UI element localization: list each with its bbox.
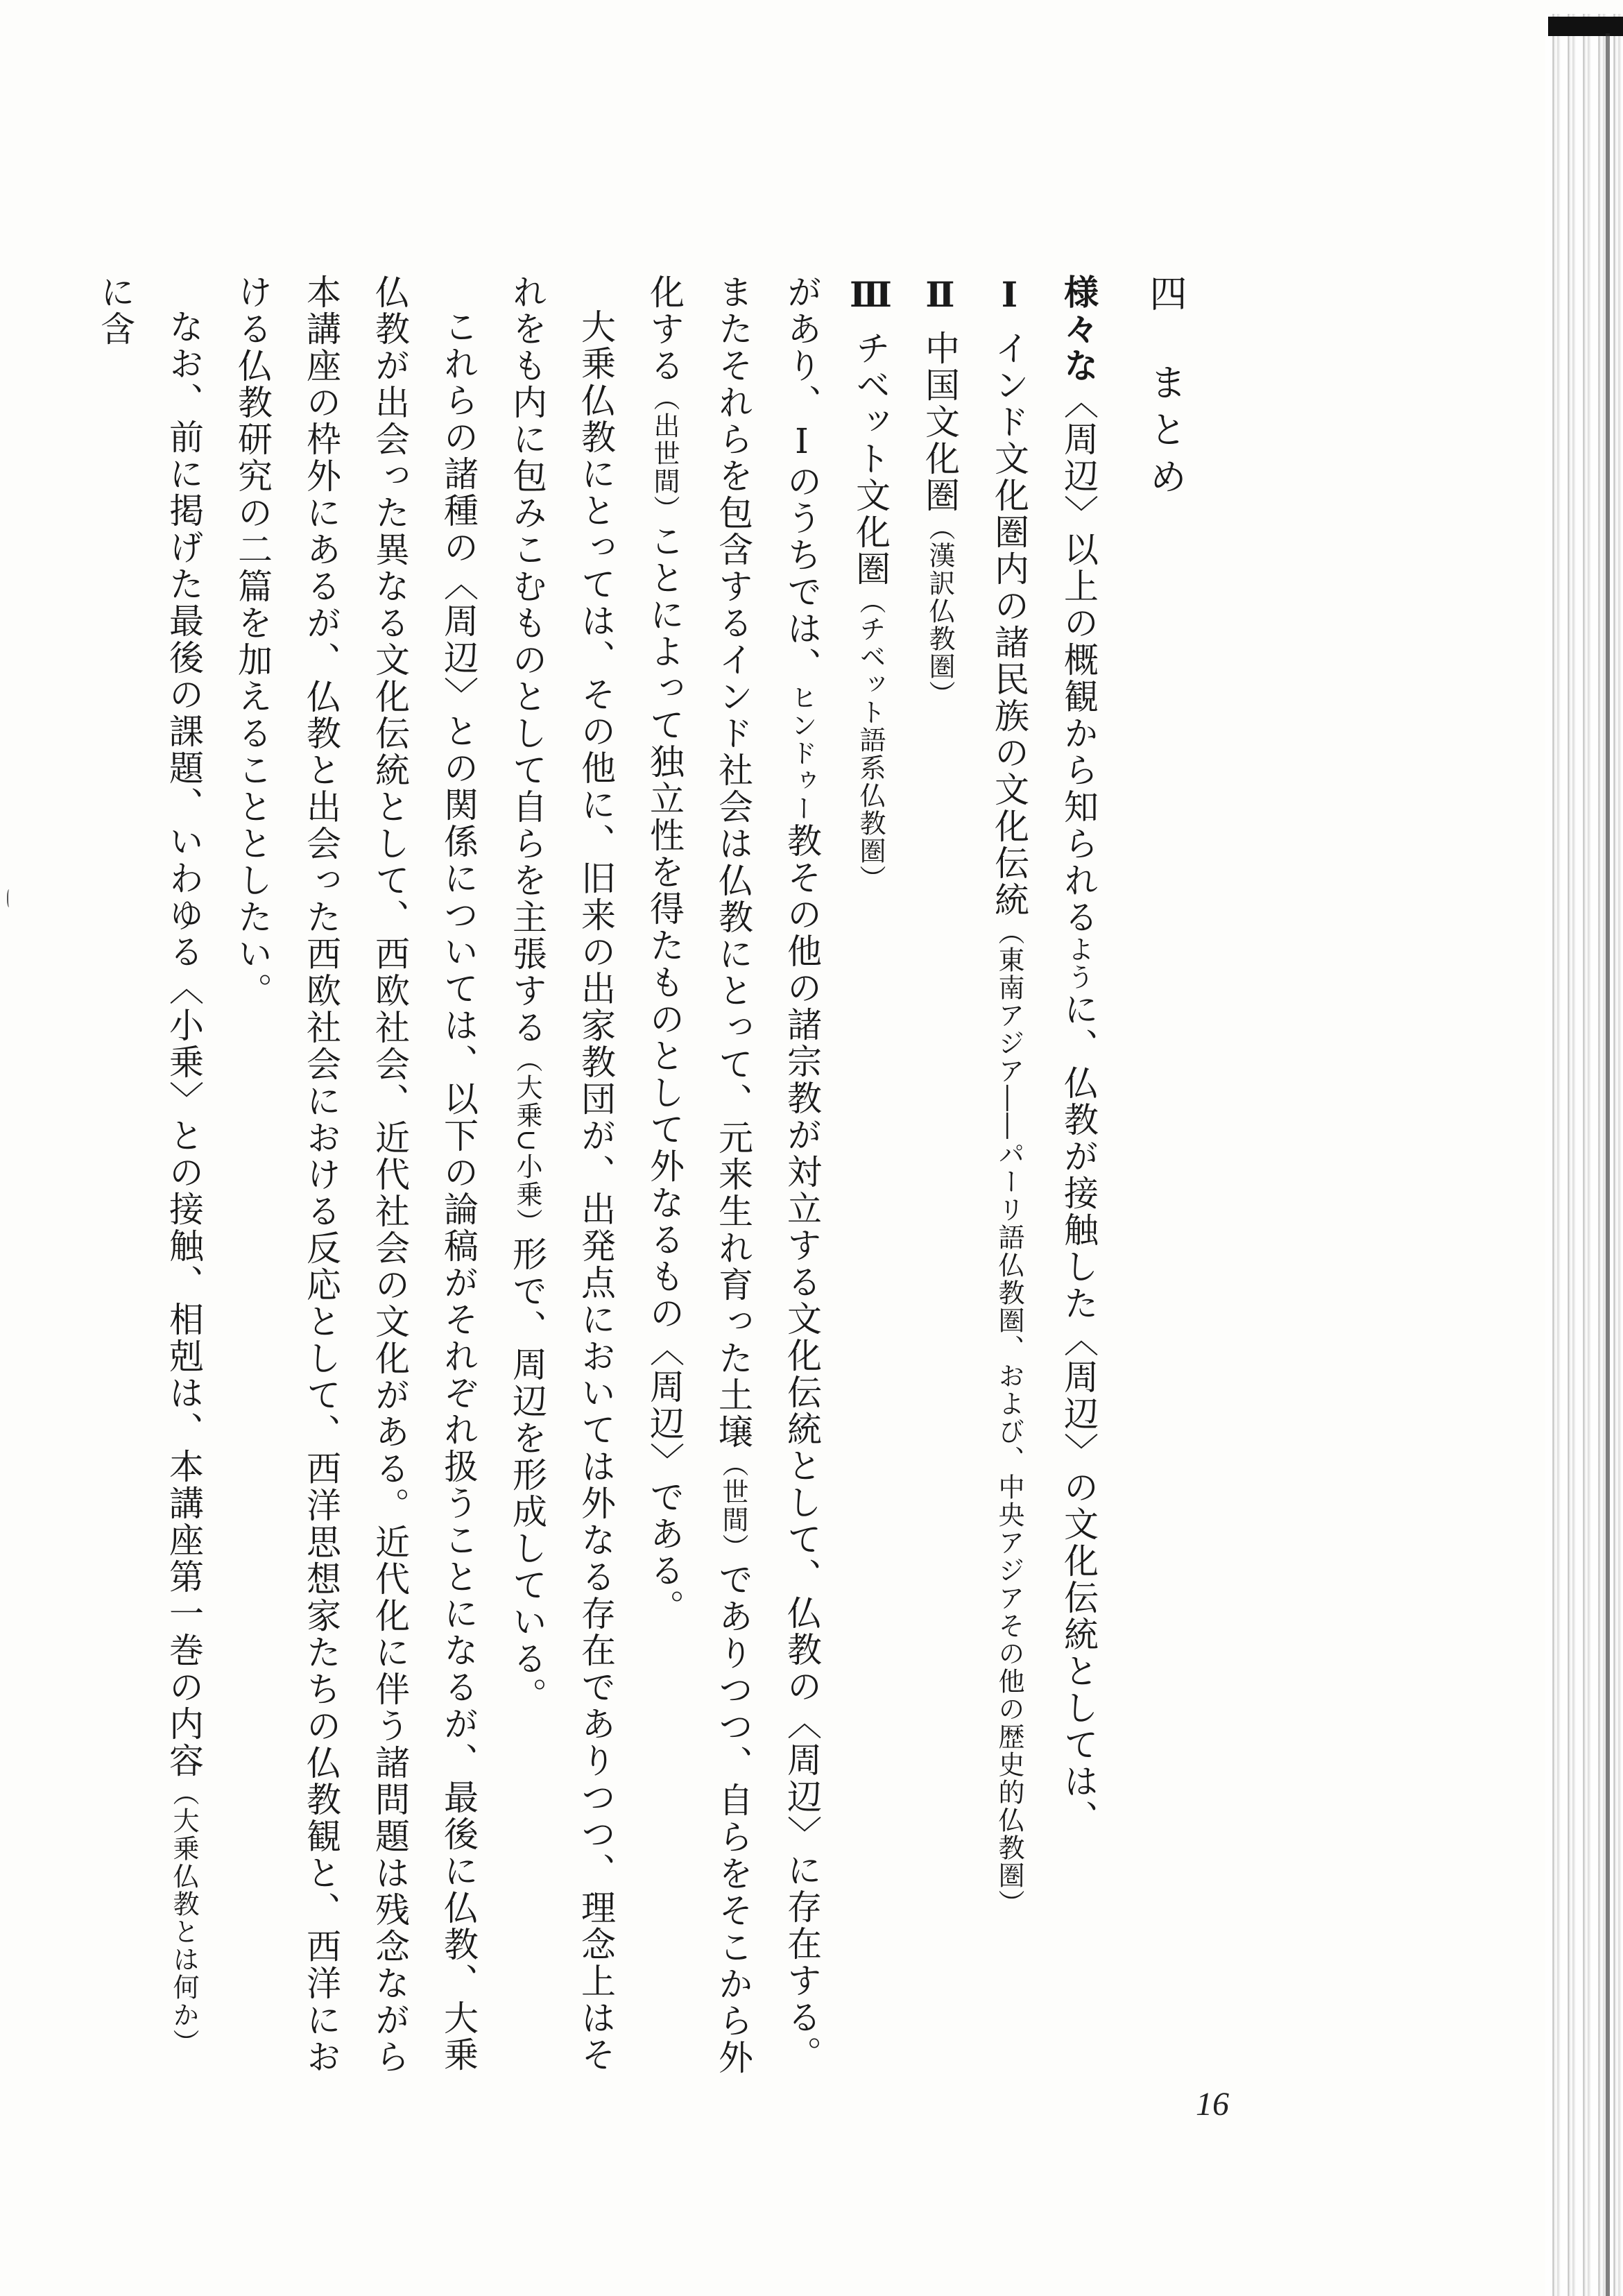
paragraph-1-small-3: （出世間）	[649, 384, 680, 523]
paragraph-4	[80, 274, 218, 2077]
binding-shadow-line	[1606, 33, 1610, 2296]
paragraph-1	[630, 274, 836, 2077]
list-item	[836, 274, 905, 2077]
paragraph-2	[492, 274, 630, 2077]
paragraph-4-text-a: なお、前に掲げた最後の課題、いわゆる〈小乗〉との接触、相剋は、本講座第一巻の内容	[164, 309, 204, 1779]
list-item-note: （東南アジア――パーリ語仏教圏、および、中央アジアその他の歴史的仏教圏）	[994, 918, 1024, 1917]
paragraph-4-small: （大乗仏教とは何か）	[169, 1779, 199, 2057]
list-item-label: インド文化圏内の諸民族の文化伝統	[989, 329, 1029, 918]
paragraph-2-small: （大乗∪小乗）	[512, 1046, 542, 1236]
list-item-note: （チベット語系仏教圏）	[855, 587, 886, 893]
list-item-label: 中国文化圏	[920, 329, 960, 514]
scan-artifact-mark	[7, 889, 12, 907]
section-heading	[1113, 274, 1217, 2077]
intro-text-before: 〈周辺〉以上の概観から知られる	[1058, 384, 1099, 936]
section-title: まとめ	[1144, 363, 1187, 504]
page-binding-edge	[1545, 14, 1623, 2296]
intro-text-after: に、仏教が接触した〈周辺〉の文化伝統としては、	[1058, 991, 1099, 1837]
page-number: 16	[1196, 2086, 1229, 2123]
intro-small-text: よう	[1063, 936, 1094, 991]
paragraph-1-small: ヒンドゥー	[787, 684, 817, 823]
list-item-mark: Ⅰ	[989, 274, 1030, 317]
list-item-note: （漢訳仏教圏）	[925, 513, 955, 708]
paragraph-2-text-a: 大乗仏教にとっては、その他に、旧来の出家教団が、出発点においては外なる存在でありつつ、理念上はそれをも内に包みこむものとして自らを主張する	[507, 274, 616, 2073]
paragraph-1-text-b: 教その他の諸宗教が対立する文化伝統として、仏教の〈周辺〉に存在する。またそれらを包含するインド社会は仏教にとって、元来生れ育った土壌	[713, 274, 822, 2073]
list-item-label: チベット文化圏	[850, 329, 891, 588]
paragraph-4-text-b: に含	[95, 274, 135, 348]
intro-lead: 様々な	[1058, 274, 1099, 384]
paragraph-1-text-d: ことによって独立性を得たものとして外なるもの〈周辺〉である。	[644, 523, 685, 1626]
list-item	[974, 274, 1044, 2077]
paragraph-2-text-b: 形で、周辺を形成している。	[507, 1235, 547, 1714]
paragraph-3: これらの諸種の〈周辺〉との関係については、以下の論稿がそれぞれ扱うことになるが、最後に仏教、大乗仏教が出会った異なる文化伝統として、西欧社会、近代社会の文化がある。近代化に伴う諸問題は残念ながら本講座の枠外にあるが、仏教と出会った西欧社会における反応として、西洋思想家たちの仏教観と、西洋における仏教研究の二篇を加えることとしたい。	[232, 274, 479, 2075]
intro-paragraph	[1044, 274, 1113, 2077]
paragraph-1-small-2: （世間）	[718, 1450, 748, 1561]
paragraph-1-text-c: でありつつ、自らをそこから外化する	[644, 274, 753, 2076]
list-item	[905, 274, 974, 2077]
list-item-mark: Ⅱ	[920, 274, 961, 317]
binding-shadow-top	[1548, 17, 1623, 36]
paragraph-1-text-a: があり、Ⅰのうちでは、	[782, 274, 822, 684]
vertical-text-body	[80, 274, 1217, 2077]
list-item-mark: Ⅲ	[850, 274, 891, 317]
section-number: 四	[1144, 274, 1187, 321]
